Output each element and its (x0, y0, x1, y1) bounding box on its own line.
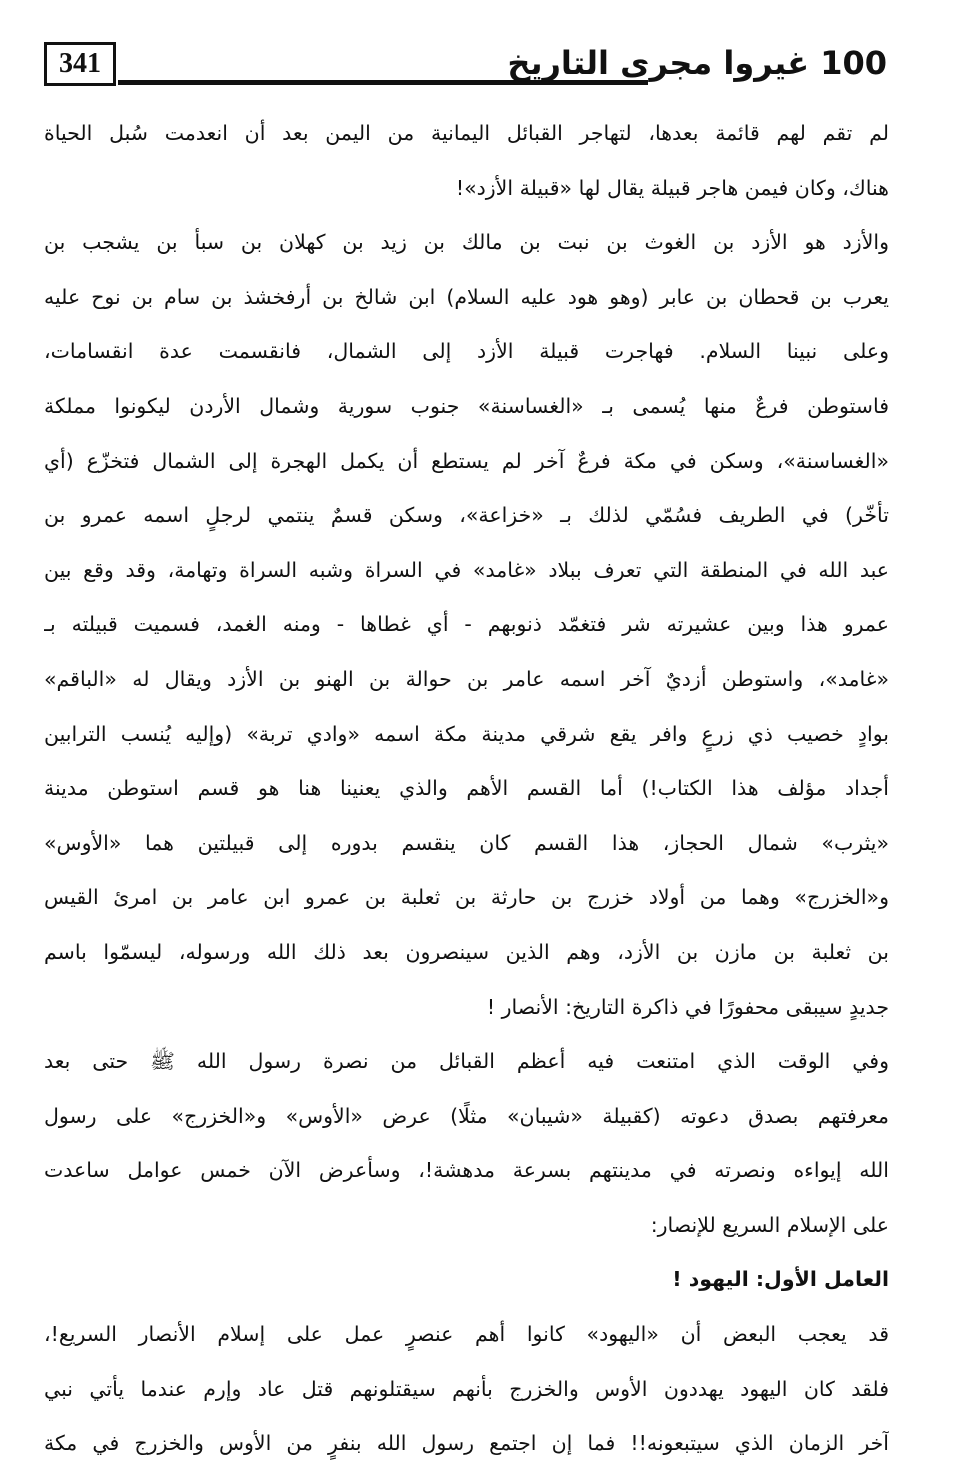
text-line: فلقد كان اليهود يهددون الأوس والخزرج بأنهم سيقتلونهم قتل عاد وإرم عندما يأتي نبي (44, 1376, 889, 1401)
text-line: جديدٍ سيبقى محفورًا في ذاكرة التاريخ: الأنصار ! (486, 994, 889, 1019)
page-header (44, 36, 887, 98)
page-number: 341 (44, 42, 116, 86)
text-line: عبد الله في المنطقة التي تعرف ببلاد «غامد» في السراة وشبه السراة وتهامة، وقد وقع بين (44, 557, 889, 582)
book-title: 100 غيروا مجرى التاريخ (507, 44, 887, 82)
text-line: أجداد مؤلف هذا الكتاب!) أما القسم الأهم والذي يعنينا هنا هو قسم استوطن مدينة (44, 776, 889, 801)
text-line: معرفتهم بصدق دعوته (كقبيلة «شيبان» مثلًا) عرض «الأوس» و«الخزرج» على رسول (44, 1103, 889, 1128)
text-line: «الغساسنة»، وسكن في مكة فرعٌ آخر لم يستطع أن يكمل الهجرة إلى الشمال فتخزّع (أي (44, 448, 889, 473)
text-line: قد يعجب البعض أن «اليهود» كانوا أهم عنصرٍ عمل على إسلام الأنصار السريع!، (44, 1322, 889, 1347)
text-line: وعلى نبينا السلام. فهاجرت قبيلة الأزد إلى الشمال، فانقسمت عدة انقسامات، (44, 339, 889, 364)
text-line: عمرو هذا وبين عشيرته شر فتغمّد ذنوبهم - أي غطاها - ومنه الغمد، فسميت قبيلته بـ (44, 612, 889, 637)
text-line: فاستوطن فرعٌ منها يُسمى بـ «الغساسنة» جنوب سورية وشمال الأردن ليكونوا مملكة (44, 393, 889, 418)
body-text (44, 106, 889, 1471)
text-line: بن ثعلبة بن مازن بن الأزد، وهم الذين سينصرون بعد ذلك الله ورسوله، ليسمّوا باسم (44, 939, 889, 964)
text-line: بوادٍ خصيب ذي زرعٍ وافر يقع شرقي مدينة مكة اسمه «وادي تربة» (وإليه يُنسب الترابين (44, 721, 889, 746)
text-line: العامل الأول: اليهود ! (672, 1267, 889, 1292)
text-line: «يثرب» شمال الحجاز، هذا القسم كان ينقسم بدوره إلى قبيلتين هما «الأوس» (44, 830, 889, 855)
text-line: و«الخزرج» وهما من أولاد خزرج بن حارثة بن ثعلبة بن عمرو ابن عامر بن امرئ القيس (44, 885, 889, 910)
text-line: تأخّر) في الطريف فسُمّي لذلك بـ «خزاعة»، وسكن قسمٌ ينتمي لرجلٍ اسمه عمرو بن (44, 503, 889, 528)
text-line: وفي الوقت الذي امتنعت فيه أعظم القبائل من نصرة رسول الله ﷺ حتى بعد (44, 1049, 889, 1074)
text-line: لم تقم لهم قائمة بعدها، لتهاجر القبائل اليمانية من اليمن بعد أن انعدمت سُبل الحياة (44, 121, 889, 145)
text-line: يعرب بن قحطان بن عابر (وهو هود عليه السلام) ابن شالخ بن أرفخشذ بن سام بن نوح عليه (44, 284, 889, 309)
text-line: «غامد»، واستوطن أزديٌ آخر اسمه عامر بن حوالة بن الهنو بن الأزد ويقال له «الباقم» (44, 666, 889, 691)
text-line: آخر الزمان الذي سيتبعونه!! فما إن اجتمع رسول الله بنفرٍ من الأوس والخزرج في مكة (44, 1431, 889, 1456)
text-line: هناك، وكان فيمن هاجر قبيلة يقال لها «قبيلة الأزد»! (455, 175, 889, 200)
text-line: والأزد هو الأزد بن الغوث بن نبت بن مالك بن زيد بن كهلان بن سبأ بن يشجب بن (44, 230, 889, 255)
text-line: الله إيواءه ونصرته في مدينتهم بسرعة مدهشة!، وسأعرض الآن خمس عوامل ساعدت (44, 1158, 889, 1183)
text-line: على الإسلام السريع للإنصار: (650, 1212, 889, 1237)
